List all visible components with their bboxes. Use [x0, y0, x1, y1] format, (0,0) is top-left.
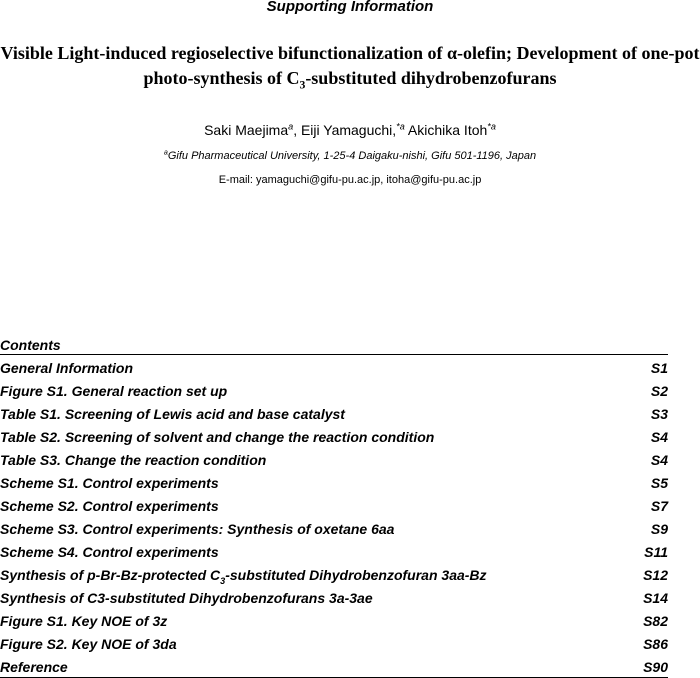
toc-page: S86 [643, 636, 668, 652]
author-mark: *a [396, 121, 405, 132]
toc-label: Figure S1. Key NOE of 3z [0, 613, 168, 629]
toc-label-sub: 3 [220, 575, 226, 586]
toc-page: S1 [650, 360, 668, 376]
author-separator: , [293, 122, 301, 138]
toc-page: S4 [650, 452, 668, 468]
author-name: Eiji Yamaguchi, [300, 122, 397, 138]
author-mark: a [288, 121, 294, 132]
title-line-2-pre: photo-synthesis of C [143, 68, 300, 88]
paper-title [0, 41, 700, 91]
toc-label [0, 567, 487, 584]
toc-label: Scheme S2. Control experiments [0, 498, 219, 514]
toc-entry[interactable] [0, 475, 668, 498]
toc-entry[interactable] [0, 360, 668, 383]
toc-entry[interactable] [0, 429, 668, 452]
toc-entry[interactable] [0, 613, 668, 636]
toc-page: S14 [643, 590, 668, 606]
toc-label: Reference [0, 659, 68, 675]
toc-label: General Information [0, 360, 134, 376]
contents-heading: Contents [0, 337, 668, 355]
title-line-2 [0, 66, 700, 91]
toc-label-pre: Synthesis of p-Br-Bz-protected C [0, 567, 221, 583]
toc-page: S2 [650, 383, 668, 399]
toc-entry[interactable] [0, 659, 668, 678]
author-name: Saki Maejima [204, 122, 289, 138]
toc-entry[interactable] [0, 452, 668, 475]
toc-label: Scheme S3. Control experiments: Synthesis of oxetane 6aa [0, 521, 395, 537]
affiliation-mark: a [163, 148, 168, 157]
affiliation [0, 148, 700, 164]
toc-page: S90 [643, 659, 668, 675]
toc-label: Table S2. Screening of solvent and change the reaction condition [0, 429, 435, 445]
table-of-contents [0, 360, 668, 678]
toc-label: Table S3. Change the reaction condition [0, 452, 267, 468]
toc-page: S3 [650, 406, 668, 422]
toc-label: Figure S2. Key NOE of 3da [0, 636, 177, 652]
toc-label: Synthesis of C3-substituted Dihydrobenzofurans 3a-3ae [0, 590, 373, 606]
title-line-2-sub: 3 [299, 78, 306, 92]
toc-page: S4 [650, 429, 668, 445]
toc-entry[interactable] [0, 383, 668, 406]
toc-page: S12 [643, 567, 668, 583]
supporting-info-heading: Supporting Information [266, 0, 434, 15]
toc-page: S7 [650, 498, 668, 514]
contact-email: E-mail: yamaguchi@gifu-pu.ac.jp, itoha@gifu-pu.ac.jp [218, 174, 482, 186]
toc-entry[interactable] [0, 521, 668, 544]
toc-entry[interactable] [0, 636, 668, 659]
toc-page: S82 [643, 613, 668, 629]
author-name: Akichika Itoh [407, 122, 488, 138]
title-line-2-post: -substituted dihydrobenzofurans [305, 68, 557, 88]
toc-page: S11 [644, 544, 668, 560]
author-mark: *a [487, 121, 496, 132]
title-line-1: Visible Light-induced regioselective bifunctionalization of α-olefin; Development of one-pot [0, 43, 700, 63]
toc-label: Scheme S1. Control experiments [0, 475, 219, 491]
affiliation-text: Gifu Pharmaceutical University, 1-25-4 Daigaku-nishi, Gifu 501-1196, Japan [167, 150, 537, 162]
toc-entry[interactable] [0, 567, 668, 590]
author-list [0, 121, 700, 139]
toc-label: Figure S1. General reaction set up [0, 383, 228, 399]
toc-entry[interactable] [0, 544, 668, 567]
toc-label-post: -substituted Dihydrobenzofuran 3aa-Bz [225, 567, 487, 583]
toc-page: S9 [650, 521, 668, 537]
toc-entry[interactable] [0, 590, 668, 613]
toc-entry[interactable] [0, 406, 668, 429]
toc-label: Scheme S4. Control experiments [0, 544, 219, 560]
toc-page: S5 [650, 475, 668, 491]
toc-label: Table S1. Screening of Lewis acid and base catalyst [0, 406, 345, 422]
toc-entry[interactable] [0, 498, 668, 521]
